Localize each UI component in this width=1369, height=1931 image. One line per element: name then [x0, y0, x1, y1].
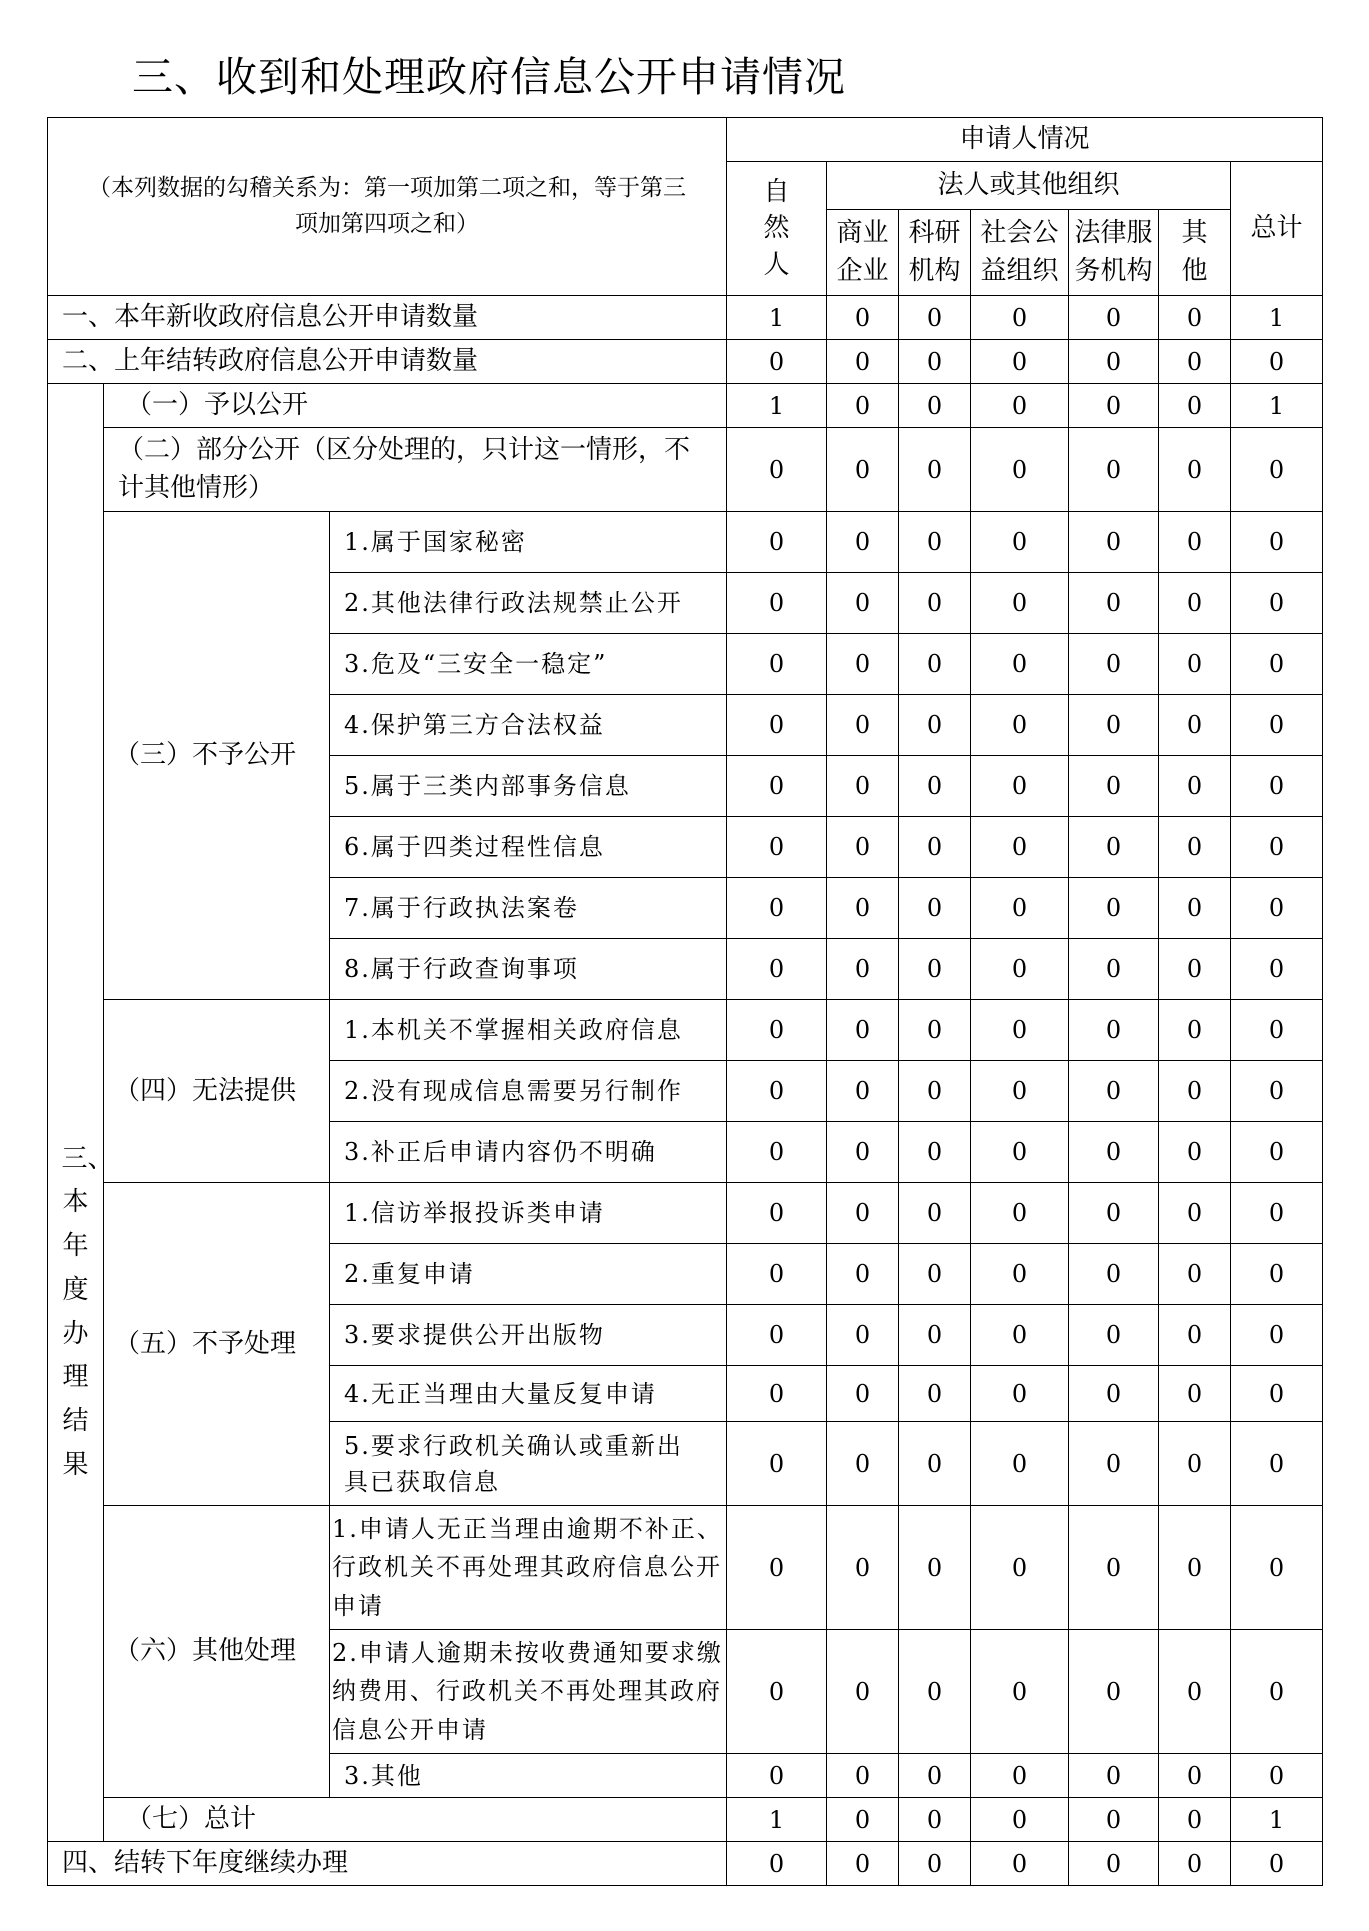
table-row [48, 340, 1323, 384]
value-cell: 0 [727, 1422, 827, 1506]
value-cell: 1 [1231, 1798, 1323, 1842]
value-cell: 0 [1159, 296, 1231, 340]
value-cell: 0 [827, 817, 899, 878]
value-cell: 0 [899, 1366, 971, 1422]
value-cell: 0 [1159, 756, 1231, 817]
value-cell: 0 [899, 428, 971, 512]
value-cell: 0 [1159, 1366, 1231, 1422]
sub-row-label: 8.属于行政查询事项 [330, 939, 727, 1000]
value-cell: 0 [1069, 296, 1159, 340]
row-label: （七）总计 [104, 1798, 727, 1842]
value-cell: 0 [827, 1842, 899, 1886]
value-cell: 0 [1069, 939, 1159, 1000]
page-title: 三、收到和处理政府信息公开申请情况 [132, 53, 846, 101]
sub-row-label: 3.危及“三安全一稳定” [330, 634, 727, 695]
value-cell: 1 [727, 296, 827, 340]
value-cell: 0 [1231, 939, 1323, 1000]
value-cell: 0 [971, 428, 1069, 512]
value-cell: 0 [899, 878, 971, 939]
value-cell: 0 [899, 756, 971, 817]
value-cell: 0 [971, 1183, 1069, 1244]
value-cell: 0 [1159, 384, 1231, 428]
value-cell: 0 [827, 1506, 899, 1630]
note-cell [48, 118, 727, 296]
value-cell: 0 [1231, 1183, 1323, 1244]
value-cell: 0 [827, 1422, 899, 1506]
value-cell: 0 [727, 1244, 827, 1305]
row-label: （一）予以公开 [104, 384, 727, 428]
value-cell: 0 [827, 340, 899, 384]
column-header [971, 210, 1069, 296]
value-cell: 0 [727, 756, 827, 817]
value-cell: 0 [971, 695, 1069, 756]
table-row [48, 296, 1323, 340]
value-cell: 0 [827, 1754, 899, 1798]
value-cell: 0 [971, 756, 1069, 817]
value-cell: 0 [1159, 878, 1231, 939]
value-cell: 0 [827, 1305, 899, 1366]
column-header-label: 科研机构 [908, 217, 961, 286]
value-cell: 0 [827, 939, 899, 1000]
natural-person-label: 自然人 [763, 176, 790, 280]
value-cell: 0 [1159, 634, 1231, 695]
value-cell: 0 [827, 1366, 899, 1422]
value-cell: 0 [1231, 1422, 1323, 1506]
value-cell: 0 [1159, 1754, 1231, 1798]
value-cell: 0 [971, 1122, 1069, 1183]
value-cell: 0 [727, 428, 827, 512]
value-cell: 0 [1231, 512, 1323, 573]
value-cell: 0 [1069, 1244, 1159, 1305]
value-cell: 0 [971, 1754, 1069, 1798]
value-cell: 0 [1159, 1122, 1231, 1183]
value-cell: 0 [971, 939, 1069, 1000]
value-cell: 0 [1231, 1244, 1323, 1305]
sub-row-label: 6.属于四类过程性信息 [330, 817, 727, 878]
group-label: （六）其他处理 [104, 1506, 330, 1798]
table-row [48, 384, 1323, 428]
value-cell: 0 [827, 1183, 899, 1244]
value-cell: 0 [1159, 1842, 1231, 1886]
value-cell: 0 [1231, 340, 1323, 384]
sub-row-label: 5.属于三类内部事务信息 [330, 756, 727, 817]
value-cell: 0 [1069, 695, 1159, 756]
value-cell: 0 [971, 1422, 1069, 1506]
value-cell: 0 [899, 1244, 971, 1305]
value-cell: 0 [1159, 1422, 1231, 1506]
value-cell: 0 [1159, 1506, 1231, 1630]
value-cell: 0 [1231, 1000, 1323, 1061]
value-cell: 0 [1069, 634, 1159, 695]
value-cell: 0 [727, 939, 827, 1000]
value-cell: 0 [899, 634, 971, 695]
value-cell: 0 [827, 634, 899, 695]
disclosure-table [47, 117, 1323, 1886]
value-cell: 0 [1159, 695, 1231, 756]
column-header-label: 社会公益组织 [980, 217, 1059, 286]
value-cell: 0 [899, 1422, 971, 1506]
value-cell: 0 [727, 1630, 827, 1754]
sub-row-label: 2.重复申请 [330, 1244, 727, 1305]
legal-persons-header: 法人或其他组织 [827, 162, 1231, 210]
value-cell: 0 [1231, 1754, 1323, 1798]
value-cell: 0 [727, 1000, 827, 1061]
value-cell: 0 [971, 1798, 1069, 1842]
value-cell: 0 [827, 1798, 899, 1842]
value-cell: 0 [1159, 1000, 1231, 1061]
sub-row-label: 1.信访举报投诉类申请 [330, 1183, 727, 1244]
column-header [899, 210, 971, 296]
value-cell: 0 [1159, 1630, 1231, 1754]
value-cell: 0 [727, 512, 827, 573]
sub-row-label: 7.属于行政执法案卷 [330, 878, 727, 939]
value-cell: 0 [727, 1842, 827, 1886]
column-header [1069, 210, 1159, 296]
total-header: 总计 [1231, 162, 1323, 296]
note-text: （本列数据的勾稽关系为：第一项加第二项之和，等于第三项加第四项之和） [88, 174, 686, 237]
value-cell: 0 [1069, 1422, 1159, 1506]
value-cell: 0 [827, 512, 899, 573]
table-row [48, 428, 1323, 512]
sub-row-label: 4.无正当理由大量反复申请 [330, 1366, 727, 1422]
table-row [48, 1506, 1323, 1630]
value-cell: 0 [1231, 817, 1323, 878]
value-cell: 0 [827, 573, 899, 634]
value-cell: 0 [827, 384, 899, 428]
column-header [827, 210, 899, 296]
value-cell: 0 [971, 1506, 1069, 1630]
applicant-situation-header: 申请人情况 [727, 118, 1323, 162]
value-cell: 0 [1069, 428, 1159, 512]
group-label: （五）不予处理 [104, 1183, 330, 1506]
value-cell: 1 [727, 384, 827, 428]
value-cell: 0 [1069, 573, 1159, 634]
sub-row-label: 4.保护第三方合法权益 [330, 695, 727, 756]
value-cell: 0 [971, 573, 1069, 634]
value-cell: 0 [1231, 1842, 1323, 1886]
value-cell: 0 [1069, 1305, 1159, 1366]
row-label: （二）部分公开（区分处理的，只计这一情形，不计其他情形） [104, 428, 727, 512]
value-cell: 0 [899, 512, 971, 573]
value-cell: 0 [899, 1506, 971, 1630]
value-cell: 0 [827, 878, 899, 939]
value-cell: 0 [1231, 756, 1323, 817]
value-cell: 0 [827, 695, 899, 756]
value-cell: 0 [971, 1630, 1069, 1754]
value-cell: 0 [1231, 1305, 1323, 1366]
value-cell: 0 [1231, 878, 1323, 939]
sub-row-label: 2.其他法律行政法规禁止公开 [330, 573, 727, 634]
value-cell: 0 [727, 1506, 827, 1630]
value-cell: 0 [899, 1305, 971, 1366]
value-cell: 0 [971, 1366, 1069, 1422]
value-cell: 0 [971, 817, 1069, 878]
value-cell: 0 [1231, 573, 1323, 634]
value-cell: 0 [899, 1183, 971, 1244]
value-cell: 0 [971, 296, 1069, 340]
value-cell: 0 [899, 1122, 971, 1183]
value-cell: 0 [899, 1630, 971, 1754]
value-cell: 0 [1231, 428, 1323, 512]
value-cell: 0 [1159, 573, 1231, 634]
column-header-label: 商业企业 [836, 217, 889, 286]
value-cell: 0 [1069, 1630, 1159, 1754]
value-cell: 0 [899, 817, 971, 878]
sub-row-label: 2.申请人逾期未按收费通知要求缴纳费用、行政机关不再处理其政府信息公开申请 [330, 1630, 727, 1754]
value-cell: 0 [899, 1798, 971, 1842]
value-cell: 0 [727, 1754, 827, 1798]
value-cell: 0 [1069, 384, 1159, 428]
sub-row-label: 3.要求提供公开出版物 [330, 1305, 727, 1366]
sub-row-label: 1.属于国家秘密 [330, 512, 727, 573]
value-cell: 0 [1231, 1122, 1323, 1183]
value-cell: 0 [899, 1842, 971, 1886]
value-cell: 1 [1231, 384, 1323, 428]
value-cell: 0 [727, 1305, 827, 1366]
value-cell: 0 [727, 573, 827, 634]
value-cell: 0 [1069, 1000, 1159, 1061]
group-label: （三）不予公开 [104, 512, 330, 1000]
value-cell: 0 [1159, 1305, 1231, 1366]
sub-row-label: 5.要求行政机关确认或重新出具已获取信息 [330, 1422, 727, 1506]
section3-label [48, 384, 114, 1842]
value-cell: 0 [1159, 1244, 1231, 1305]
value-cell: 0 [971, 1244, 1069, 1305]
value-cell: 0 [827, 1630, 899, 1754]
value-cell: 0 [971, 340, 1069, 384]
value-cell: 0 [971, 1305, 1069, 1366]
value-cell: 0 [727, 1183, 827, 1244]
value-cell: 0 [827, 428, 899, 512]
value-cell: 0 [899, 939, 971, 1000]
value-cell: 0 [1159, 1061, 1231, 1122]
value-cell: 0 [899, 1000, 971, 1061]
value-cell: 0 [827, 1061, 899, 1122]
value-cell: 0 [1069, 1061, 1159, 1122]
value-cell: 0 [1069, 756, 1159, 817]
value-cell: 0 [1159, 340, 1231, 384]
column-header [1159, 210, 1231, 296]
sub-row-label: 2.没有现成信息需要另行制作 [330, 1061, 727, 1122]
value-cell: 0 [827, 296, 899, 340]
table-row [48, 1798, 1323, 1842]
value-cell: 0 [1069, 1366, 1159, 1422]
value-cell: 0 [1231, 1366, 1323, 1422]
value-cell: 0 [971, 634, 1069, 695]
row-label: 二、上年结转政府信息公开申请数量 [48, 340, 727, 384]
value-cell: 0 [899, 573, 971, 634]
table-row [48, 1000, 1323, 1061]
column-header-label: 法律服务机构 [1074, 217, 1153, 286]
value-cell: 0 [1159, 817, 1231, 878]
value-cell: 0 [1159, 1183, 1231, 1244]
section3-label-text: 三、本年度办理结果 [61, 1143, 114, 1480]
value-cell: 0 [727, 817, 827, 878]
column-header-label: 其他 [1181, 217, 1208, 286]
value-cell: 0 [1159, 512, 1231, 573]
natural-person-header [727, 162, 827, 296]
sub-row-label: 3.补正后申请内容仍不明确 [330, 1122, 727, 1183]
value-cell: 1 [727, 1798, 827, 1842]
value-cell: 0 [827, 1122, 899, 1183]
value-cell: 0 [1159, 939, 1231, 1000]
value-cell: 0 [827, 1244, 899, 1305]
table-row [48, 512, 1323, 573]
value-cell: 0 [899, 340, 971, 384]
value-cell: 0 [971, 1000, 1069, 1061]
row-label: 一、本年新收政府信息公开申请数量 [48, 296, 727, 340]
value-cell: 0 [827, 1000, 899, 1061]
value-cell: 0 [727, 695, 827, 756]
group-label: （四）无法提供 [104, 1000, 330, 1183]
value-cell: 0 [1069, 1754, 1159, 1798]
value-cell: 0 [1231, 1506, 1323, 1630]
value-cell: 0 [971, 1842, 1069, 1886]
value-cell: 0 [1069, 1183, 1159, 1244]
value-cell: 0 [1069, 1798, 1159, 1842]
sub-row-label: 3.其他 [330, 1754, 727, 1798]
value-cell: 0 [971, 384, 1069, 428]
value-cell: 0 [727, 1366, 827, 1422]
value-cell: 0 [1069, 512, 1159, 573]
sub-row-label: 1.申请人无正当理由逾期不补正、行政机关不再处理其政府信息公开申请 [330, 1506, 727, 1630]
table-row [48, 1183, 1323, 1244]
value-cell: 0 [971, 512, 1069, 573]
value-cell: 0 [727, 634, 827, 695]
value-cell: 0 [899, 1061, 971, 1122]
value-cell: 0 [1069, 878, 1159, 939]
value-cell: 0 [1231, 1061, 1323, 1122]
value-cell: 0 [1069, 1122, 1159, 1183]
row-label: 四、结转下年度继续办理 [48, 1842, 727, 1886]
value-cell: 0 [727, 1122, 827, 1183]
value-cell: 0 [899, 296, 971, 340]
value-cell: 0 [971, 878, 1069, 939]
value-cell: 0 [1069, 1842, 1159, 1886]
value-cell: 0 [1231, 695, 1323, 756]
value-cell: 0 [727, 340, 827, 384]
value-cell: 0 [899, 695, 971, 756]
value-cell: 0 [1231, 1630, 1323, 1754]
value-cell: 0 [899, 1754, 971, 1798]
sub-row-label: 1.本机关不掌握相关政府信息 [330, 1000, 727, 1061]
value-cell: 0 [827, 756, 899, 817]
value-cell: 0 [1069, 817, 1159, 878]
value-cell: 0 [971, 1061, 1069, 1122]
value-cell: 0 [1159, 1798, 1231, 1842]
value-cell: 0 [727, 1061, 827, 1122]
value-cell: 0 [1159, 428, 1231, 512]
value-cell: 0 [1069, 340, 1159, 384]
value-cell: 0 [727, 878, 827, 939]
value-cell: 0 [1231, 634, 1323, 695]
value-cell: 0 [1069, 1506, 1159, 1630]
value-cell: 0 [899, 384, 971, 428]
table-row [48, 1842, 1323, 1886]
value-cell: 1 [1231, 296, 1323, 340]
